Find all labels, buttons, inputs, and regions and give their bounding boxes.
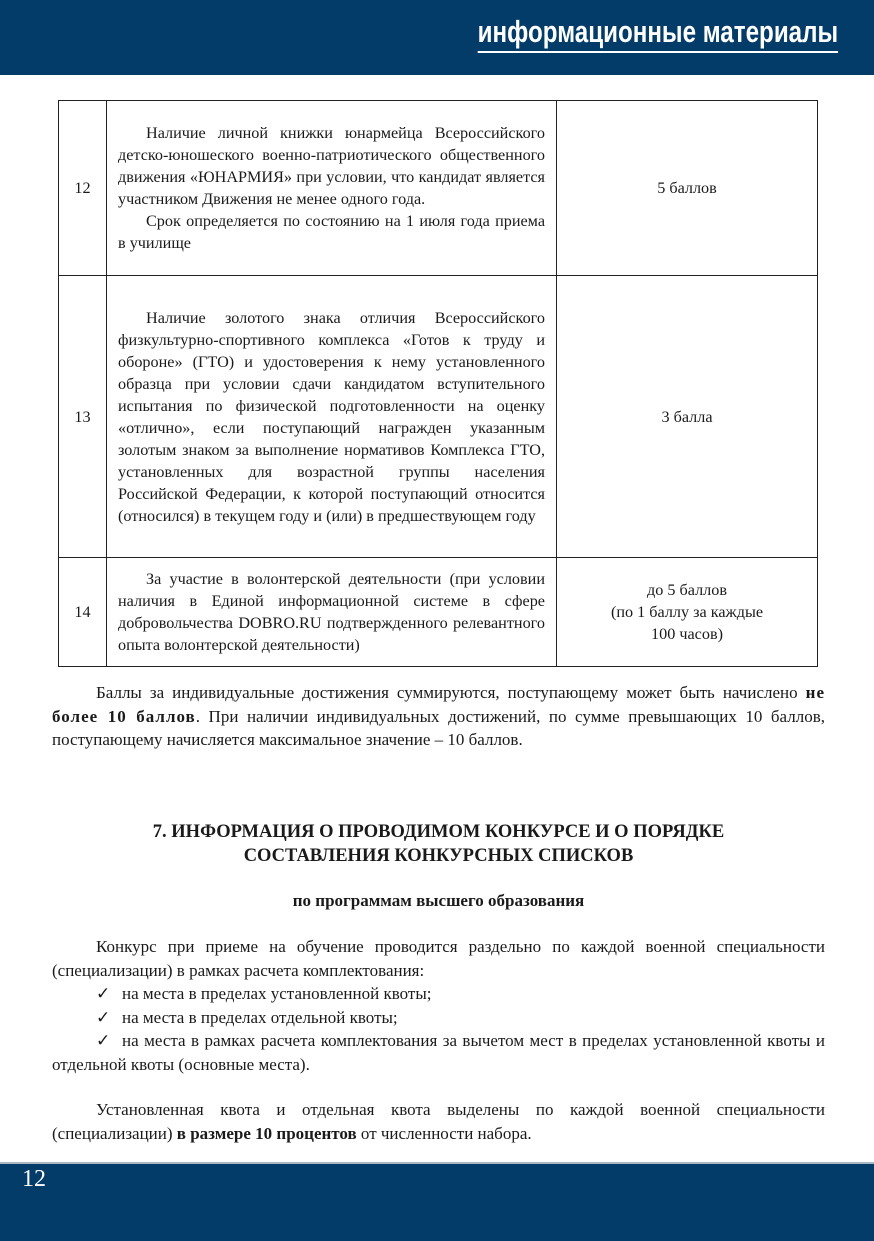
points-value: 5 баллов [657, 179, 717, 197]
checkmark-icon: ✓ [96, 1031, 111, 1050]
row-description [107, 276, 557, 558]
row-number: 14 [59, 558, 107, 667]
row-number: 13 [59, 276, 107, 558]
points-value: до 5 баллов [647, 581, 727, 599]
checkmark-icon: ✓ [96, 1008, 111, 1027]
quota-text: от численности набора. [356, 1123, 532, 1143]
table-row [59, 276, 818, 558]
list-item-text: на места в рамках расчета комплектования за вычетом мест в пределах установленной квоты и отдельной квоты (основные места). [52, 1031, 825, 1074]
row-points [557, 276, 818, 558]
quota-bold: в размере 10 процентов [176, 1123, 357, 1143]
achievements-table [58, 100, 818, 667]
row-description [107, 558, 557, 667]
table-row [59, 558, 818, 667]
row-description [107, 101, 557, 276]
points-value: 3 балла [661, 407, 713, 426]
section-title [52, 820, 825, 868]
footer-band [0, 1164, 874, 1241]
list-item-text: на места в пределах установленной квоты; [122, 984, 432, 1003]
table-row [59, 101, 818, 276]
points-note: 100 часов) [651, 625, 723, 643]
section-subtitle: по программам высшего образования [292, 891, 585, 910]
list-item [52, 1006, 825, 1030]
header-band [0, 0, 874, 75]
row-points [557, 101, 818, 276]
description-paragraph: Срок определяется по состоянию на 1 июля года приема в училище [118, 212, 545, 252]
summary-paragraph [52, 681, 825, 752]
list-item [52, 1029, 825, 1076]
description-paragraph: За участие в волонтерской деятельности (при условии наличия в Единой информационной системе в сфере добровольчества DOBRO.RU подтвержденного релевантного опыта волонтерской деятельности) [118, 570, 545, 654]
points-note: (по 1 баллу за каждые [610, 603, 764, 621]
list-item-text: на места в пределах отдельной квоты; [122, 1008, 398, 1027]
section-title-line: 7. ИНФОРМАЦИЯ О ПРОВОДИМОМ КОНКУРСЕ И О ПОРЯДКЕ [152, 822, 725, 842]
checkmark-icon: ✓ [96, 984, 111, 1003]
summary-text: Баллы за индивидуальные достижения суммируются, поступающему может быть начислено [96, 683, 806, 702]
section-title-line: СОСТАВЛЕНИЯ КОНКУРСНЫХ СПИСКОВ [243, 846, 634, 866]
page-number: 12 [22, 1166, 46, 1192]
summary-bold: не более 10 баллов [52, 683, 825, 726]
row-number: 12 [59, 101, 107, 276]
intro-paragraph [52, 935, 825, 982]
quota-paragraph [52, 1098, 825, 1145]
section-header-title: информационные материалы [478, 15, 838, 53]
list-item [52, 982, 825, 1006]
description-paragraph: Наличие личной книжки юнармейца Всероссийского детско-юношеского военно-патриотического общественного движения «ЮНАРМИЯ» при условии, что кандидат является участником Движения не менее одного года. [118, 124, 545, 208]
row-points [557, 558, 818, 667]
summary-text: . При наличии индивидуальных достижений, по сумме превышающих 10 баллов, поступающему начисляется максимальное значение – 10 баллов. [52, 706, 825, 749]
quota-text: Установленная квота и отдельная квота выделены по каждой военной специальности (специализации) [52, 1100, 825, 1143]
description-paragraph: Наличие золотого знака отличия Всероссийского физкультурно-спортивного комплекса «Готов к труду и обороне» (ГТО) и удостоверения к нему установленного образца при условии сдачи кандидатом вступительного испытания по физической подготовленности на оценку «отлично», если поступающий награжден указанным золотым знаком за выполнение нормативов Комплекса ГТО, установленных для возрастной группы населения Российской Федерации, к которой поступающий относится (относился) в текущем году и (или) в предшествующем году [118, 308, 545, 525]
intro-text: Конкурс при приеме на обучение проводится раздельно по каждой военной специальности (специализации) в рамках расчета комплектования: [52, 937, 825, 980]
